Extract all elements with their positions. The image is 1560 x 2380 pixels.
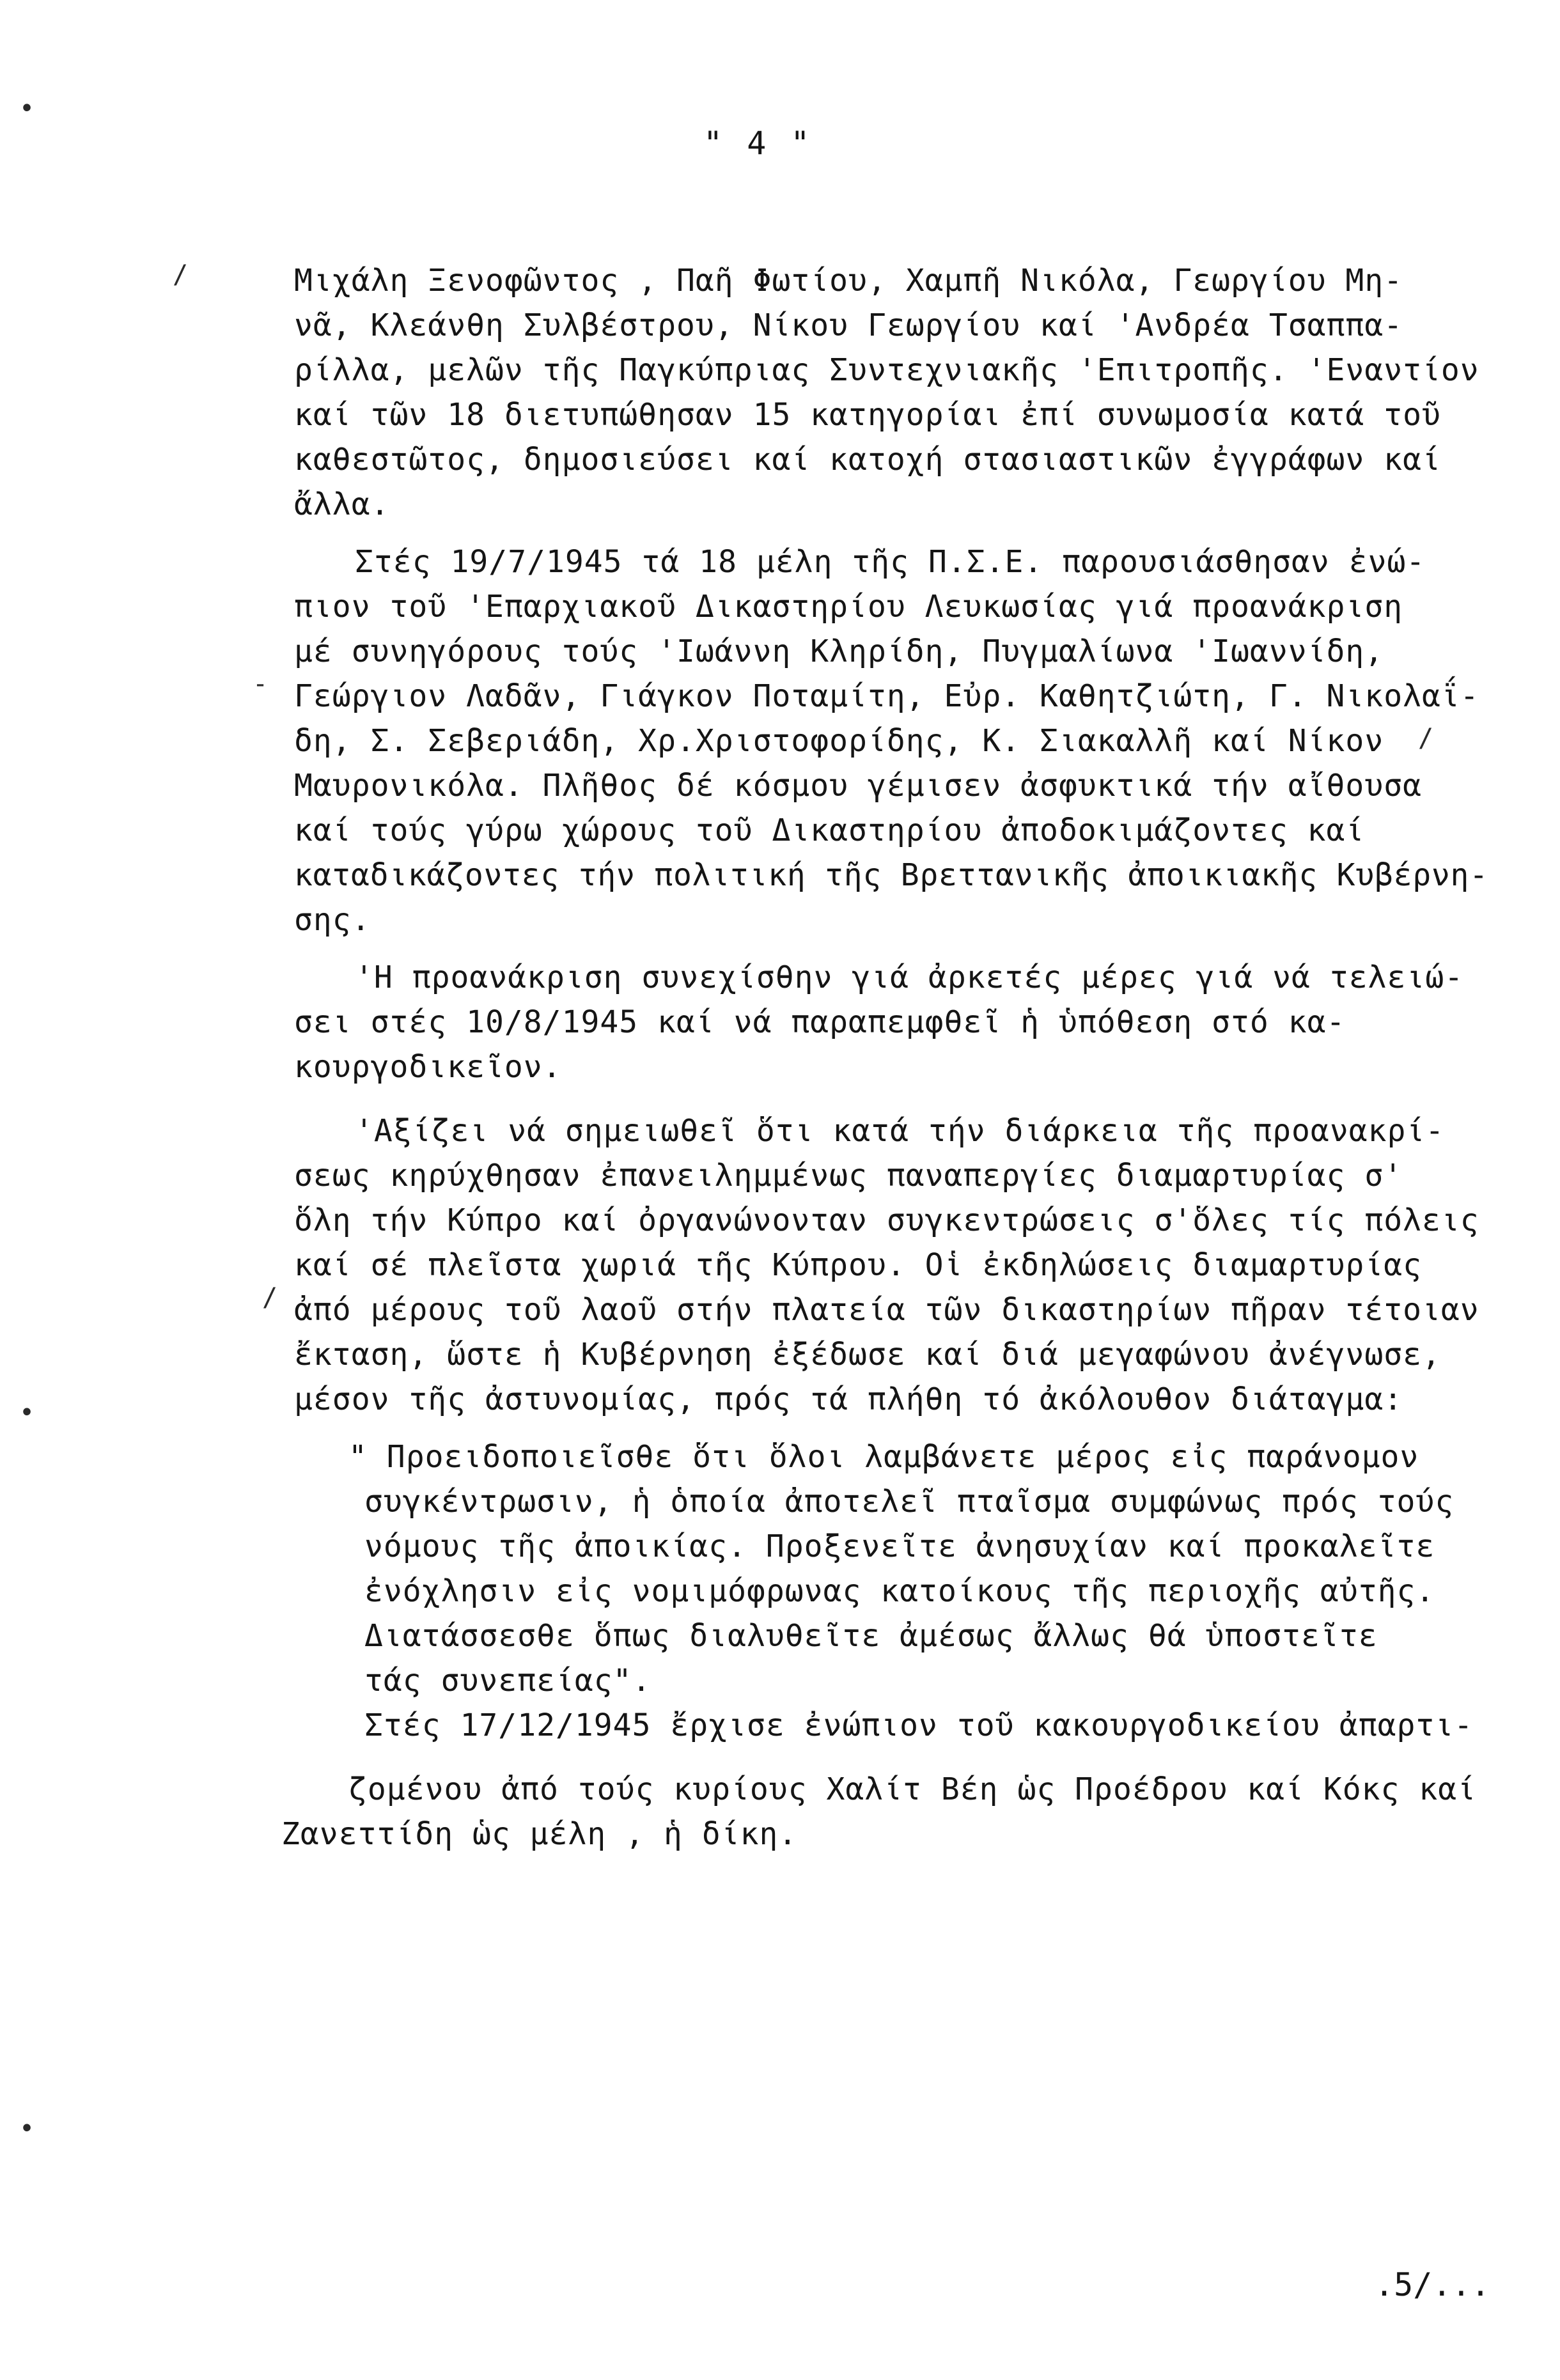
text-line: σεως κηρύχθησαν ἐπανειλημμένως παναπεργίες διαμαρτυρίας σ' bbox=[294, 1158, 1403, 1194]
margin-mark-dash-1: - bbox=[253, 669, 269, 699]
text-line: καί τῶν 18 διετυπώθησαν 15 κατηγορίαι ἐπί συνωμοσία κατά τοῦ bbox=[294, 397, 1441, 433]
text-line: νόμους τῆς ἀποικίας. Προξενεῖτε ἀνησυχίαν καί προκαλεῖτε bbox=[364, 1528, 1435, 1564]
text-line: ἄλλα. bbox=[294, 486, 390, 522]
margin-mark-slash-2: / bbox=[1418, 724, 1434, 753]
text-line: ἀπό μέρους τοῦ λαοῦ στήν πλατεία τῶν δικαστηρίων πῆραν τέτοιαν bbox=[294, 1292, 1479, 1328]
margin-mark-dot-2: • bbox=[19, 1398, 35, 1427]
margin-mark-slash-1: / bbox=[173, 260, 189, 290]
text-line: " Προειδοποιεῖσθε ὅτι ὅλοι λαμβάνετε μέρος εἰς παράνομον bbox=[348, 1439, 1419, 1475]
text-line: Στές 19/7/1945 τά 18 μέλη τῆς Π.Σ.Ε. παρουσιάσθησαν ἐνώ- bbox=[355, 544, 1426, 580]
text-line: 'Η προανάκριση συνεχίσθην γιά ἀρκετές μέρες γιά νά τελειώ- bbox=[355, 960, 1464, 995]
margin-mark-dot-3: • bbox=[19, 2114, 35, 2143]
text-line: 'Αξίζει νά σημειωθεῖ ὅτι κατά τήν διάρκεια τῆς προανακρί- bbox=[355, 1113, 1445, 1149]
text-line: συγκέντρωσιν, ἡ ὁποία ἀποτελεῖ πταῖσμα συμφώνως πρός τούς bbox=[364, 1484, 1455, 1520]
text-line: καί τούς γύρω χώρους τοῦ Δικαστηρίου ἀποδοκιμάζοντες καί bbox=[294, 813, 1365, 848]
text-line: Στές 17/12/1945 ἔρχισε ἐνώπιον τοῦ κακουργοδικείου ἀπαρτι- bbox=[364, 1707, 1474, 1743]
text-line: πιον τοῦ 'Επαρχιακοῦ Δικαστηρίου Λευκωσίας γιά προανάκριση bbox=[294, 589, 1403, 625]
text-line: Γεώργιον Λαδᾶν, Γιάγκον Ποταμίτη, Εὐρ. Καθητζιώτη, Γ. Νικολαΐ- bbox=[294, 678, 1479, 714]
text-line: καθεστῶτος, δημοσιεύσει καί κατοχή στασιαστικῶν ἐγγράφων καί bbox=[294, 442, 1441, 478]
text-line: δη, Σ. Σεβεριάδη, Χρ.Χριστοφορίδης, Κ. Σιακαλλῆ καί Νίκον bbox=[294, 723, 1384, 759]
text-line: νᾶ, Κλεάνθη Συλβέστρου, Νίκου Γεωργίου καί 'Ανδρέα Τσαππα- bbox=[294, 307, 1403, 343]
text-line: σης. bbox=[294, 902, 371, 938]
text-line: Μιχάλη Ξενοφῶντος , Παῆ Φωτίου, Χαμπῆ Νικόλα, Γεωργίου Μη- bbox=[294, 263, 1403, 299]
text-line: κουργοδικεῖον. bbox=[294, 1049, 562, 1085]
text-line: τάς συνεπείας". bbox=[364, 1663, 651, 1699]
text-line: ρίλλα, μελῶν τῆς Παγκύπριας Συντεχνιακῆς 'Επιτροπῆς. 'Εναντίον bbox=[294, 352, 1479, 388]
margin-mark-dot-1: • bbox=[19, 94, 35, 123]
text-line: ζομένου ἀπό τούς κυρίους Χαλίτ Βέη ὡς Προέδρου καί Κόκς καί bbox=[348, 1771, 1477, 1807]
text-line: μέσον τῆς ἀστυνομίας, πρός τά πλήθη τό ἀκόλουθον διάταγμα: bbox=[294, 1381, 1403, 1417]
text-line: καταδικάζοντες τήν πολιτική τῆς Βρεττανικῆς ἀποικιακῆς Κυβέρνη- bbox=[294, 857, 1488, 893]
margin-mark-slash-3: / bbox=[262, 1283, 278, 1312]
page-number: " 4 " bbox=[703, 125, 813, 162]
continuation-marker: .5/... bbox=[1375, 2266, 1490, 2303]
text-line: ἐνόχλησιν εἰς νομιμόφρωνας κατοίκους τῆς περιοχῆς αὐτῆς. bbox=[364, 1573, 1435, 1609]
text-line: σει στές 10/8/1945 καί νά παραπεμφθεῖ ἡ ὑπόθεση στό κα- bbox=[294, 1004, 1346, 1040]
text-line: μέ συνηγόρους τούς 'Ιωάννη Κληρίδη, Πυγμαλίωνα 'Ιωαννίδη, bbox=[294, 634, 1384, 669]
text-line: Μαυρονικόλα. Πλῆθος δέ κόσμου γέμισεν ἀσφυκτικά τήν αἴθουσα bbox=[294, 768, 1423, 804]
text-line: καί σέ πλεῖστα χωριά τῆς Κύπρου. Οἱ ἐκδηλώσεις διαμαρτυρίας bbox=[294, 1247, 1423, 1283]
text-line: ἔκταση, ὥστε ἡ Κυβέρνηση ἐξέδωσε καί διά μεγαφώνου ἀνέγνωσε, bbox=[294, 1337, 1441, 1373]
text-line: Ζανεττίδη ὡς μέλη , ἡ δίκη. bbox=[281, 1816, 798, 1852]
text-line: Διατάσσεσθε ὅπως διαλυθεῖτε ἀμέσως ἄλλως θά ὑποστεῖτε bbox=[364, 1618, 1378, 1654]
text-line: ὅλη τήν Κύπρο καί ὀργανώνονταν συγκεντρώσεις σ'ὅλες τίς πόλεις bbox=[294, 1202, 1479, 1238]
